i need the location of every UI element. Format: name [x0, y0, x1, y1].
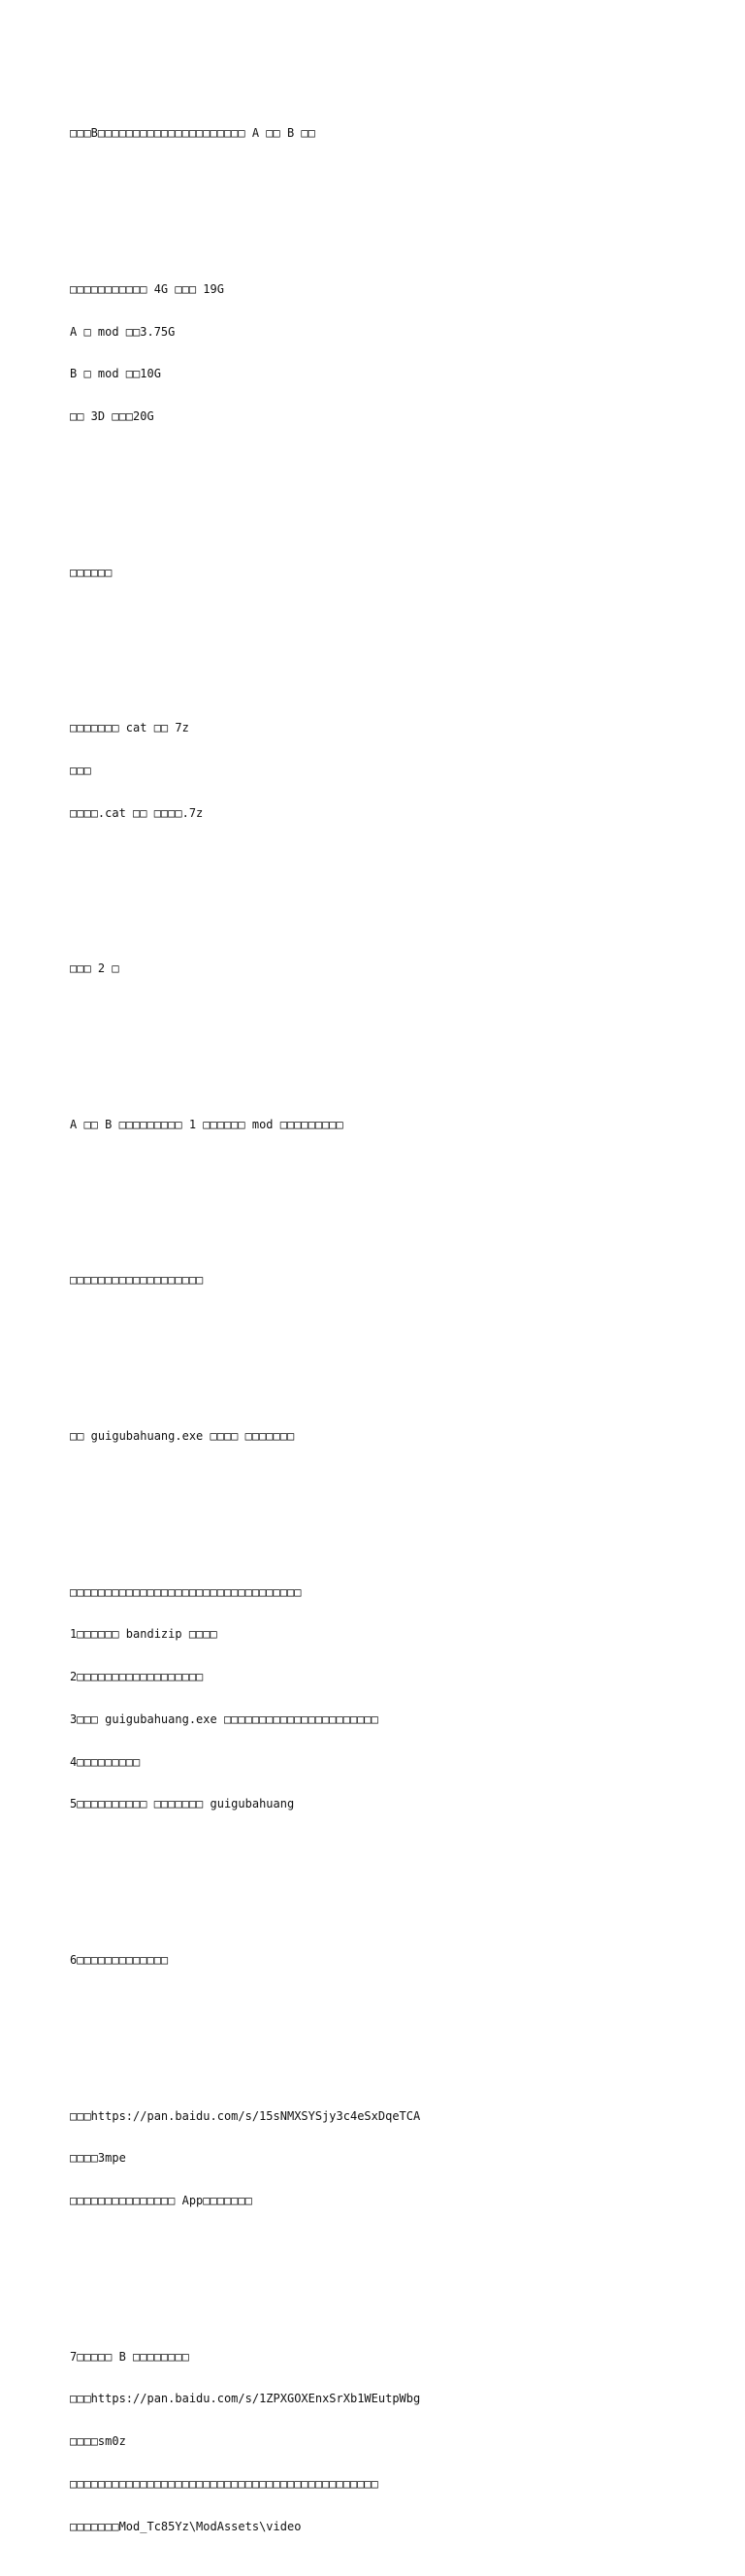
text-line: 5□□□□□□□□□□ □□□□□□□ guigubahuang	[70, 1797, 295, 1811]
text-line: A □□ B □□□□□□□□□ 1 □□□□□□ mod □□□□□□□□□	[70, 1117, 343, 1131]
paragraph-1	[70, 98, 691, 169]
text-line: □□ 3D □□□20G	[70, 409, 154, 424]
text-line: □□□□□□□□□□□□□□□□□□□	[70, 1273, 204, 1288]
text-line: □□□□□□□ cat □□ 7z	[70, 721, 189, 735]
text-line: □□□□□□□□□□□ 4G □□□ 19G	[70, 281, 224, 296]
paragraph-4	[70, 693, 691, 849]
text-line: 2□□□□□□□□□□□□□□□□□□	[70, 1670, 204, 1684]
paragraph-12	[70, 2321, 691, 2561]
text-line: □□□	[70, 764, 91, 778]
text-line: □□□ 2 □	[70, 962, 119, 976]
text-line: 6□□□□□□□□□□□□□	[70, 1952, 169, 1967]
paragraph-2	[70, 254, 691, 452]
text-line: □□□□3mpe	[70, 2151, 126, 2166]
text-line: 7□□□□□ B □□□□□□□□	[70, 2349, 189, 2364]
text-line: □□□https://pan.baidu.com/s/1ZPXGOXEnxSrXb1WEutpWbg	[70, 2392, 421, 2406]
text-line: A □ mod □□3.75G	[70, 324, 176, 339]
text-line: □□□□□□□Mod_Tc85Yz\ModAssets\video	[70, 2519, 302, 2533]
paragraph-5	[70, 933, 691, 1004]
text-line: □□□https://pan.baidu.com/s/15sNMXSYSjy3c4eSxDqeTCA	[70, 2108, 421, 2123]
text-line: 4□□□□□□□□□	[70, 1754, 141, 1769]
paragraph-11	[70, 2080, 691, 2236]
text-line: □□□□.cat □□ □□□□.7z	[70, 805, 204, 820]
paragraph-10	[70, 1925, 691, 1996]
text-line: □□□B□□□□□□□□□□□□□□□□□□□□□ A □□ B □□	[70, 126, 315, 141]
document-page	[70, 70, 691, 2576]
text-line: B □ mod □□10G	[70, 367, 161, 381]
paragraph-3	[70, 538, 691, 608]
text-line: □□□□□□□□□□□□□□□ App□□□□□□□	[70, 2194, 252, 2208]
paragraph-8	[70, 1401, 691, 1472]
text-line: □□□□□□□□□□□□□□□□□□□□□□□□□□□□□□□□□□□□□□□□□□□□	[70, 2476, 378, 2491]
text-line: □□□□□□	[70, 565, 113, 579]
paragraph-9	[70, 1556, 691, 1840]
text-line: □□□□sm0z	[70, 2434, 126, 2449]
text-line: □□ guigubahuang.exe □□□□ □□□□□□□	[70, 1429, 295, 1443]
paragraph-7	[70, 1245, 691, 1316]
text-line: 1□□□□□□ bandizip □□□□	[70, 1627, 217, 1642]
text-line: 3□□□ guigubahuang.exe □□□□□□□□□□□□□□□□□□□□□□	[70, 1712, 378, 1726]
paragraph-6	[70, 1090, 691, 1160]
text-line: □□□□□□□□□□□□□□□□□□□□□□□□□□□□□□□□□	[70, 1584, 302, 1599]
